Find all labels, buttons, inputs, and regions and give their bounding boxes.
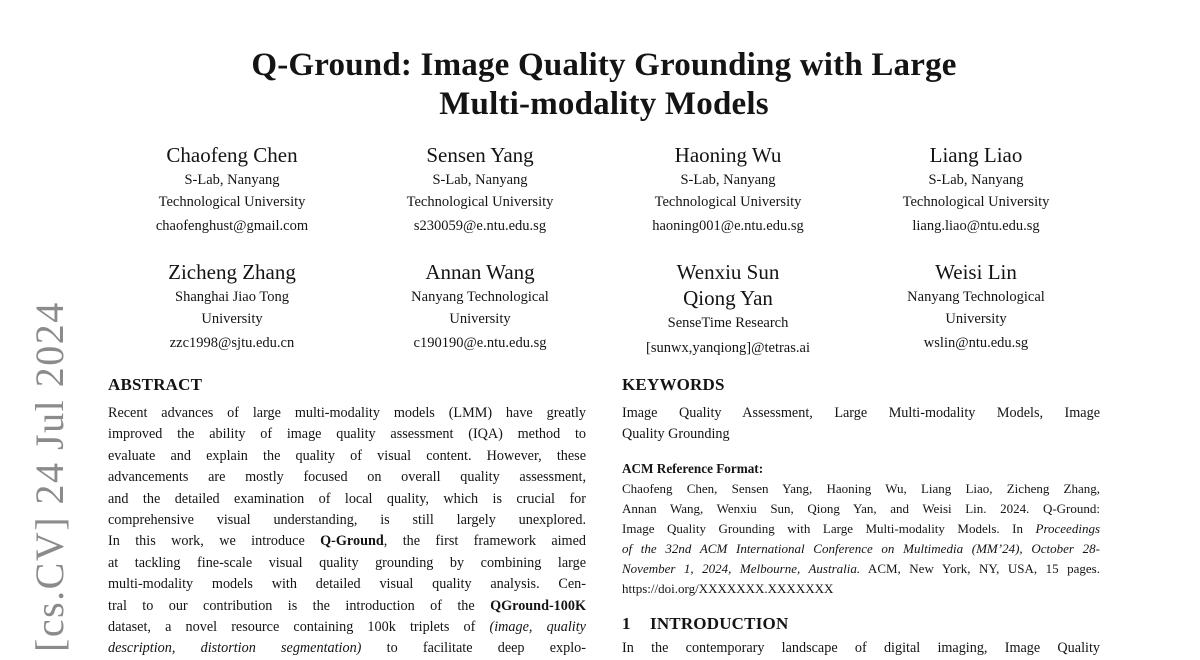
author-email: liang.liao@ntu.edu.sg xyxy=(912,218,1040,234)
author-affiliation: S-Lab, Nanyang xyxy=(184,172,280,188)
abstract-line: tral to our contribution is the introduction of the QGround-100K xyxy=(108,597,586,614)
author-name: Haoning Wu xyxy=(674,143,782,167)
acm-reference-line: Annan Wang, Wenxiu Sun, Qiong Yan, and Weisi Lin. 2024. Q-Ground: xyxy=(622,500,1100,516)
acm-reference-line: Image Quality Grounding with Large Multi-modality Models. In Proceedings xyxy=(622,520,1100,536)
left-column xyxy=(108,374,586,660)
abstract-line: comprehensive visual understanding, is still largely unexplored. xyxy=(108,512,586,529)
right-column xyxy=(622,374,1100,659)
abstract-line: Recent advances of large multi-modality models (LMM) have greatly xyxy=(108,405,586,421)
author-names xyxy=(108,259,356,285)
author-card xyxy=(108,259,356,359)
paper-title-line2: Multi-modality Models xyxy=(439,86,769,122)
acm-reference-line: Chaofeng Chen, Sensen Yang, Haoning Wu, Liang Liao, Zicheng Zhang, xyxy=(622,480,1100,496)
author-name: Weisi Lin xyxy=(935,260,1017,284)
author-names xyxy=(108,142,356,168)
authors-row-2 xyxy=(108,259,1100,359)
abstract-line: advancements are mostly focused on overall quality assessment, xyxy=(108,469,586,486)
author-card xyxy=(604,259,852,359)
author-affiliation: University xyxy=(449,310,511,327)
author-email: haoning001@e.ntu.edu.sg xyxy=(652,218,804,234)
author-names xyxy=(604,142,852,168)
author-email: zzc1998@sjtu.edu.cn xyxy=(169,335,295,351)
arxiv-watermark: [cs.CV] 24 Jul 2024 xyxy=(27,301,72,652)
author-affiliation: Technological University xyxy=(902,193,1050,210)
author-affiliation: S-Lab, Nanyang xyxy=(432,172,528,188)
author-card xyxy=(604,142,852,237)
introduction-text xyxy=(622,638,1100,659)
author-affiliation: Shanghai Jiao Tong xyxy=(175,289,289,305)
author-email: wslin@ntu.edu.sg xyxy=(923,335,1029,351)
author-email: [sunwx,yanqiong]@tetras.ai xyxy=(646,339,810,356)
acm-reference-line: of the 32nd ACM International Conference on Multimedia (MM’24), October 28- xyxy=(622,540,1100,556)
acm-reference-line: November 1, 2024, Melbourne, Australia. ACM, New York, NY, USA, 15 pages. xyxy=(622,560,1100,576)
acm-reference-text xyxy=(622,479,1100,599)
acm-reference-line[interactable]: https://doi.org/XXXXXXX.XXXXXXX xyxy=(622,580,834,596)
author-affiliation: SenseTime Research xyxy=(667,315,789,331)
author-name: Sensen Yang xyxy=(426,143,534,167)
author-affiliation: University xyxy=(945,310,1007,327)
introduction-heading xyxy=(622,613,1100,635)
author-affiliation: Technological University xyxy=(654,193,802,210)
abstract-heading: ABSTRACT xyxy=(108,375,203,394)
section-number: 1 xyxy=(622,613,631,633)
section-title: INTRODUCTION xyxy=(650,613,789,633)
authors-row-1 xyxy=(108,142,1100,237)
author-affiliation: Technological University xyxy=(158,193,306,210)
author-name: Chaofeng Chen xyxy=(166,143,298,167)
abstract-line: In this work, we introduce Q-Ground, the first framework aimed xyxy=(108,533,586,550)
keywords-text xyxy=(622,403,1100,446)
abstract-line: evaluate and explain the quality of visual content. However, these xyxy=(108,447,586,464)
abstract-line: description, distortion segmentation) to facilitate deep explo- xyxy=(108,640,586,657)
authors-block xyxy=(108,142,1100,359)
keywords-line: Image Quality Assessment, Large Multi-modality Models, Image xyxy=(622,405,1100,421)
abstract-line: multi-modality models with detailed visual quality analysis. Cen- xyxy=(108,576,586,593)
abstract-line: at tackling fine-scale visual quality grounding by combining large xyxy=(108,554,586,571)
author-names xyxy=(852,259,1100,285)
author-name: Liang Liao xyxy=(929,143,1023,167)
author-affiliation: University xyxy=(201,310,263,327)
author-name: Zicheng Zhang xyxy=(168,260,296,284)
author-names xyxy=(604,259,852,311)
author-name: Annan Wang xyxy=(425,260,535,284)
author-name: Qiong Yan xyxy=(683,286,773,310)
author-email: chaofenghust@gmail.com xyxy=(155,218,309,234)
paper-title xyxy=(108,46,1100,124)
paper-title-line1: Q-Ground: Image Quality Grounding with Large xyxy=(251,47,957,83)
author-card xyxy=(108,142,356,237)
author-affiliation: Nanyang Technological xyxy=(907,289,1045,305)
abstract-line: improved the ability of image quality assessment (IQA) method to xyxy=(108,426,586,443)
author-email: c190190@e.ntu.edu.sg xyxy=(413,335,547,351)
author-email: s230059@e.ntu.edu.sg xyxy=(413,218,547,234)
introduction-line: In the contemporary landscape of digital imaging, Image Quality xyxy=(622,639,1100,656)
abstract-line: dataset, a novel resource containing 100k triplets of (image, quality xyxy=(108,619,586,636)
abstract-text xyxy=(108,403,586,660)
keywords-line: Quality Grounding xyxy=(622,426,730,443)
author-card xyxy=(356,142,604,237)
author-names xyxy=(852,142,1100,168)
acm-reference-label: ACM Reference Format: xyxy=(622,460,764,476)
author-card xyxy=(852,259,1100,359)
author-names xyxy=(356,259,604,285)
author-affiliation: S-Lab, Nanyang xyxy=(928,172,1024,188)
author-affiliation: S-Lab, Nanyang xyxy=(680,172,776,188)
author-card xyxy=(852,142,1100,237)
abstract-line: and the detailed examination of local quality, which is crucial for xyxy=(108,490,586,507)
author-card xyxy=(356,259,604,359)
author-affiliation: Nanyang Technological xyxy=(411,289,549,305)
author-names xyxy=(356,142,604,168)
keywords-heading: KEYWORDS xyxy=(622,375,725,394)
author-name: Wenxiu Sun xyxy=(676,260,780,284)
author-affiliation: Technological University xyxy=(406,193,554,210)
